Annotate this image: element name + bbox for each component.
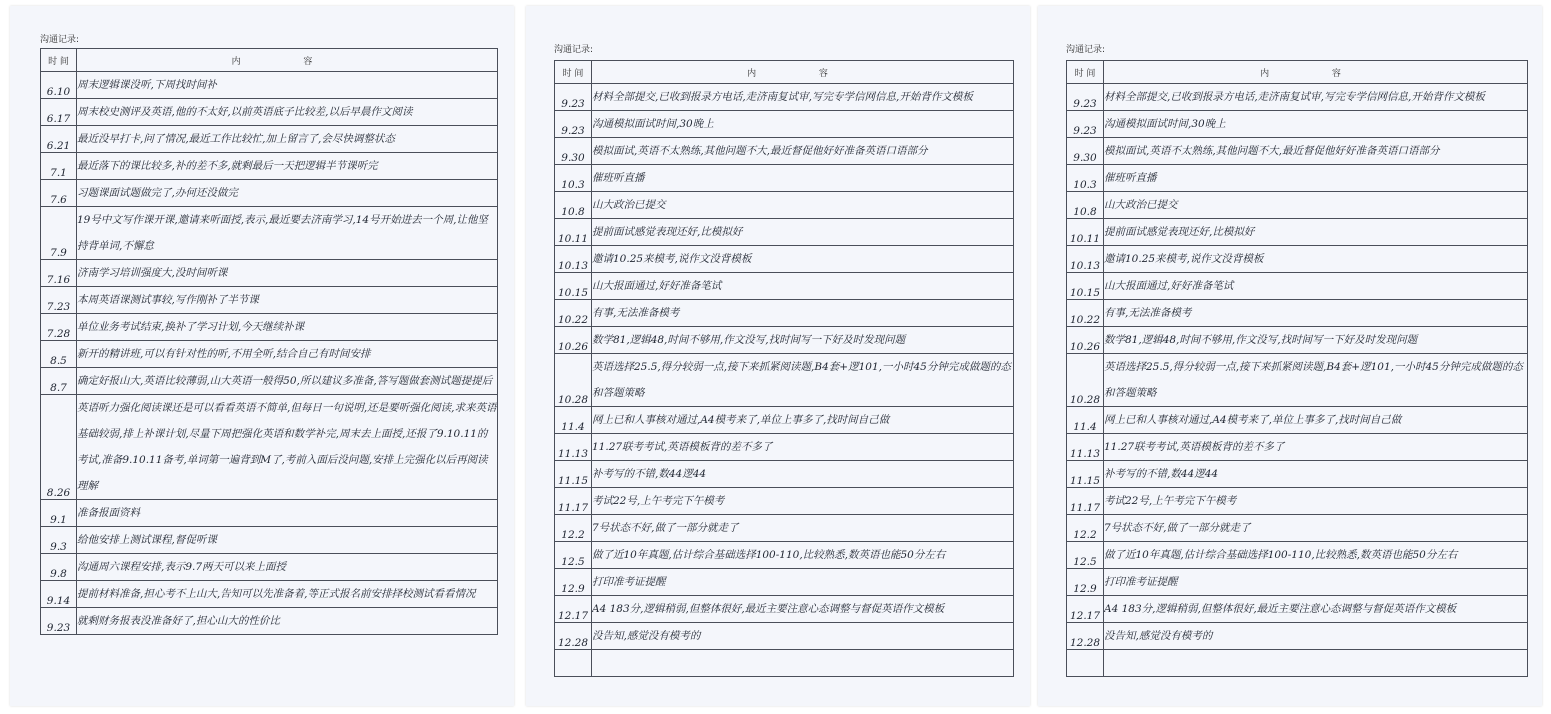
entry-note: 网上已和人事核对通过,A4模考来了,单位上事多了,找时间自己做 xyxy=(1104,407,1528,434)
entry-date: 12.9 xyxy=(1067,569,1104,596)
entry-note: 没告知,感觉没有模考的 xyxy=(592,623,1014,650)
entry-date: 7.6 xyxy=(41,180,77,207)
log-table-body xyxy=(41,72,498,635)
entry-note: 补考写的不错,数44逻44 xyxy=(592,461,1014,488)
entry-note: 山大报面通过,好好准备笔试 xyxy=(592,273,1014,300)
entry-note xyxy=(1104,650,1528,677)
entry-note: 英语听力强化阅读课还是可以看看英语不简单,但每日一句说明,还是要听强化阅读,求来英语基础较弱,排上补课计划,尽量下周把强化英语和数学补完,周末去上面授,还报了9.10.11的考试,准备9.10.11备考,单词第一遍背到M了,考前入面后没问题,安排上完强化以后再阅读理解 xyxy=(77,395,498,500)
entry-date: 11.17 xyxy=(555,488,592,515)
entry-note: 打印准考证提醒 xyxy=(1104,569,1528,596)
entry-date: 12.2 xyxy=(1067,515,1104,542)
table-row xyxy=(41,341,498,368)
entry-note xyxy=(592,650,1014,677)
table-row xyxy=(555,111,1014,138)
entry-date: 9.23 xyxy=(1067,84,1104,111)
table-row xyxy=(555,327,1014,354)
entry-note: 提前面试感觉表现还好,比模拟好 xyxy=(1104,219,1528,246)
entry-note: 补考写的不错,数44逻44 xyxy=(1104,461,1528,488)
entry-note: 提前面试感觉表现还好,比模拟好 xyxy=(592,219,1014,246)
entry-note: 材料全部提交,已收到报录方电话,走济南复试审,写完专学信网信息,开始背作文模板 xyxy=(592,84,1014,111)
entry-date: 7.1 xyxy=(41,153,77,180)
entry-note: 没告知,感觉没有模考的 xyxy=(1104,623,1528,650)
table-row xyxy=(41,500,498,527)
entry-date: 9.30 xyxy=(555,138,592,165)
table-row xyxy=(1067,165,1528,192)
entry-note: 催班听直播 xyxy=(1104,165,1528,192)
entry-date: 7.23 xyxy=(41,287,77,314)
entry-note: 做了近10年真题,估计综合基础选择100-110,比较熟悉,数英语也能50分左右 xyxy=(592,542,1014,569)
entry-date: 12.17 xyxy=(555,596,592,623)
entry-date: 11.4 xyxy=(1067,407,1104,434)
table-row xyxy=(41,608,498,635)
table-row xyxy=(1067,461,1528,488)
entry-date: 6.17 xyxy=(41,99,77,126)
table-header-row xyxy=(555,61,1014,84)
entry-note: 习题课面试题做完了,办何还没做完 xyxy=(77,180,498,207)
time-column-header: 时 间 xyxy=(41,49,77,72)
table-row xyxy=(41,99,498,126)
entry-date: 6.21 xyxy=(41,126,77,153)
table-row xyxy=(555,569,1014,596)
entry-note: 做了近10年真题,估计综合基础选择100-110,比较熟悉,数英语也能50分左右 xyxy=(1104,542,1528,569)
entry-date: 12.9 xyxy=(555,569,592,596)
page-heading: 沟通记录: xyxy=(40,35,80,45)
entry-note: 考试22号,上午考完下午模考 xyxy=(1104,488,1528,515)
entry-date: 9.1 xyxy=(41,500,77,527)
entry-date: 7.16 xyxy=(41,260,77,287)
table-row xyxy=(1067,84,1528,111)
log-page-3 xyxy=(1038,6,1542,706)
table-row xyxy=(41,260,498,287)
time-column-header: 时 间 xyxy=(1067,61,1104,84)
entry-note: 本周英语课测试事较,写作刚补了半节课 xyxy=(77,287,498,314)
time-column-header: 时 间 xyxy=(555,61,592,84)
entry-date: 9.3 xyxy=(41,527,77,554)
entry-note: 英语选择25.5,得分较弱一点,接下来抓紧阅读题,B4套+逻101,一小时45分钟完成做题的态和答题策略 xyxy=(592,354,1014,407)
entry-date: 12.2 xyxy=(555,515,592,542)
entry-note: 准备报面资料 xyxy=(77,500,498,527)
entry-date: 12.28 xyxy=(1067,623,1104,650)
table-row xyxy=(41,314,498,341)
entry-note: 周末逻辑课没听,下周找时间补 xyxy=(77,72,498,99)
entry-date: 10.11 xyxy=(555,219,592,246)
entry-note: 最近落下的课比较多,补的差不多,就剩最后一天把逻辑半节课听完 xyxy=(77,153,498,180)
entry-date: 8.5 xyxy=(41,341,77,368)
entry-note: 就剩财务报表没准备好了,担心山大的性价比 xyxy=(77,608,498,635)
entry-note: 山大政治已提交 xyxy=(592,192,1014,219)
entry-date: 9.23 xyxy=(41,608,77,635)
entry-date: 9.30 xyxy=(1067,138,1104,165)
entry-date: 10.8 xyxy=(555,192,592,219)
entry-date: 9.8 xyxy=(41,554,77,581)
table-row xyxy=(555,246,1014,273)
entry-date: 10.3 xyxy=(555,165,592,192)
entry-date: 10.22 xyxy=(555,300,592,327)
table-row xyxy=(41,368,498,395)
entry-note: 济南学习培训强度大,没时间听课 xyxy=(77,260,498,287)
table-row xyxy=(1067,515,1528,542)
table-row xyxy=(555,219,1014,246)
table-row xyxy=(555,488,1014,515)
table-row xyxy=(555,542,1014,569)
communication-log-table xyxy=(40,48,498,635)
log-table-body xyxy=(1067,84,1528,677)
table-row xyxy=(1067,650,1528,677)
page-heading: 沟通记录: xyxy=(1066,45,1106,55)
communication-log-table xyxy=(554,60,1014,677)
entry-note: 模拟面试,英语不太熟练,其他问题不大,最近督促他好好准备英语口语部分 xyxy=(1104,138,1528,165)
table-row xyxy=(1067,300,1528,327)
entry-note: 确定好报山大,英语比较薄弱,山大英语一般得50,所以建议多准备,答写题做套测试题提提后 xyxy=(77,368,498,395)
table-row xyxy=(1067,219,1528,246)
table-row xyxy=(555,165,1014,192)
table-row xyxy=(41,287,498,314)
entry-note: 邀请10.25来模考,说作文没背模板 xyxy=(1104,246,1528,273)
table-row xyxy=(1067,354,1528,407)
table-row xyxy=(1067,542,1528,569)
entry-note: 7号状态不好,做了一部分就走了 xyxy=(592,515,1014,542)
entry-note: 7号状态不好,做了一部分就走了 xyxy=(1104,515,1528,542)
entry-note: 邀请10.25来模考,说作文没背模板 xyxy=(592,246,1014,273)
table-row xyxy=(555,461,1014,488)
entry-note: A4 183分,逻辑稍弱,但整体很好,最近主要注意心态调整与督促英语作文模板 xyxy=(1104,596,1528,623)
log-page-1 xyxy=(10,6,514,706)
entry-note: 11.27联考考试,英语模板背的差不多了 xyxy=(592,434,1014,461)
table-row xyxy=(1067,327,1528,354)
entry-date: 11.15 xyxy=(555,461,592,488)
table-row xyxy=(555,300,1014,327)
entry-note: 数学81,逻辑48,时间不够用,作文没写,找时间写一下好及时发现问题 xyxy=(592,327,1014,354)
entry-date: 10.3 xyxy=(1067,165,1104,192)
table-row xyxy=(555,434,1014,461)
table-row xyxy=(1067,488,1528,515)
table-row xyxy=(1067,434,1528,461)
entry-note: 有事,无法准备模考 xyxy=(592,300,1014,327)
table-header-row xyxy=(41,49,498,72)
entry-note: 沟通周六课程安排,表示9.7两天可以来上面授 xyxy=(77,554,498,581)
content-column-header: 内 容 xyxy=(1104,61,1528,84)
entry-date: 9.14 xyxy=(41,581,77,608)
entry-date: 10.22 xyxy=(1067,300,1104,327)
entry-date: 11.4 xyxy=(555,407,592,434)
entry-note: 提前材料准备,担心考不上山大,告知可以先准备着,等正式报名前安排择校测试看看情况 xyxy=(77,581,498,608)
entry-date xyxy=(1067,650,1104,677)
entry-date: 11.13 xyxy=(1067,434,1104,461)
table-row xyxy=(41,126,498,153)
entry-note: 网上已和人事核对通过,A4模考来了,单位上事多了,找时间自己做 xyxy=(592,407,1014,434)
entry-note: 山大政治已提交 xyxy=(1104,192,1528,219)
entry-date: 12.5 xyxy=(555,542,592,569)
table-row xyxy=(555,354,1014,407)
table-row xyxy=(1067,596,1528,623)
table-row xyxy=(1067,138,1528,165)
table-row xyxy=(41,554,498,581)
table-row xyxy=(555,192,1014,219)
entry-date: 9.23 xyxy=(1067,111,1104,138)
entry-note: 打印准考证提醒 xyxy=(592,569,1014,596)
entry-date: 8.26 xyxy=(41,395,77,500)
table-row xyxy=(1067,273,1528,300)
entry-date: 9.23 xyxy=(555,84,592,111)
table-row xyxy=(41,153,498,180)
communication-log-table xyxy=(1066,60,1528,677)
entry-date: 11.13 xyxy=(555,434,592,461)
table-row xyxy=(555,596,1014,623)
table-row xyxy=(1067,407,1528,434)
table-row xyxy=(1067,111,1528,138)
entry-note: 数学81,逻辑48,时间不够用,作文没写,找时间写一下好及时发现问题 xyxy=(1104,327,1528,354)
entry-date: 9.23 xyxy=(555,111,592,138)
entry-note: 材料全部提交,已收到报录方电话,走济南复试审,写完专学信网信息,开始背作文模板 xyxy=(1104,84,1528,111)
entry-date: 10.15 xyxy=(1067,273,1104,300)
table-row xyxy=(41,72,498,99)
content-column-header: 内 容 xyxy=(592,61,1014,84)
table-row xyxy=(555,273,1014,300)
table-row xyxy=(555,84,1014,111)
entry-date: 10.26 xyxy=(555,327,592,354)
entry-date: 10.28 xyxy=(1067,354,1104,407)
entry-note: 单位业务考试结束,换补了学习计划,今天继续补课 xyxy=(77,314,498,341)
entry-note: A4 183分,逻辑稍弱,但整体很好,最近主要注意心态调整与督促英语作文模板 xyxy=(592,596,1014,623)
entry-note: 周末校史测评及英语,他的不太好,以前英语底子比较差,以后早晨作文阅读 xyxy=(77,99,498,126)
entry-note: 沟通模拟面试时间,30晚上 xyxy=(592,111,1014,138)
content-column-header: 内 容 xyxy=(77,49,498,72)
entry-note: 考试22号,上午考完下午模考 xyxy=(592,488,1014,515)
entry-note: 模拟面试,英语不太熟练,其他问题不大,最近督促他好好准备英语口语部分 xyxy=(592,138,1014,165)
log-table-body xyxy=(555,84,1014,677)
table-row xyxy=(41,395,498,500)
entry-date: 10.13 xyxy=(555,246,592,273)
entry-note: 给他安排上测试课程,督促听课 xyxy=(77,527,498,554)
entry-date: 12.5 xyxy=(1067,542,1104,569)
entry-note: 新开的精讲班,可以有针对性的听,不用全听,结合自己有时间安排 xyxy=(77,341,498,368)
table-row xyxy=(1067,569,1528,596)
entry-date: 7.28 xyxy=(41,314,77,341)
entry-note: 最近没早打卡,问了情况,最近工作比较忙,加上留言了,会尽快调整状态 xyxy=(77,126,498,153)
entry-note: 11.27联考考试,英语模板背的差不多了 xyxy=(1104,434,1528,461)
entry-date: 11.17 xyxy=(1067,488,1104,515)
entry-date: 10.13 xyxy=(1067,246,1104,273)
entry-date: 10.15 xyxy=(555,273,592,300)
table-row xyxy=(555,515,1014,542)
page-heading: 沟通记录: xyxy=(554,45,594,55)
entry-date: 8.7 xyxy=(41,368,77,395)
entry-note: 山大报面通过,好好准备笔试 xyxy=(1104,273,1528,300)
entry-note: 沟通模拟面试时间,30晚上 xyxy=(1104,111,1528,138)
entry-date: 6.10 xyxy=(41,72,77,99)
entry-date: 10.26 xyxy=(1067,327,1104,354)
entry-date: 12.17 xyxy=(1067,596,1104,623)
entry-date xyxy=(555,650,592,677)
table-row xyxy=(1067,246,1528,273)
table-row xyxy=(555,407,1014,434)
table-header-row xyxy=(1067,61,1528,84)
table-row xyxy=(41,527,498,554)
table-row xyxy=(555,138,1014,165)
entry-date: 10.28 xyxy=(555,354,592,407)
entry-note: 有事,无法准备模考 xyxy=(1104,300,1528,327)
entry-note: 催班听直播 xyxy=(592,165,1014,192)
table-row xyxy=(555,623,1014,650)
entry-date: 11.15 xyxy=(1067,461,1104,488)
table-row xyxy=(41,207,498,260)
table-row xyxy=(1067,623,1528,650)
entry-note: 英语选择25.5,得分较弱一点,接下来抓紧阅读题,B4套+逻101,一小时45分钟完成做题的态和答题策略 xyxy=(1104,354,1528,407)
entry-date: 10.8 xyxy=(1067,192,1104,219)
table-row xyxy=(41,180,498,207)
entry-date: 12.28 xyxy=(555,623,592,650)
entry-note: 19号中文写作课开课,邀请来听面授,表示,最近要去济南学习,14号开始进去一个周,让他坚持背单词,不懈怠 xyxy=(77,207,498,260)
table-row xyxy=(1067,192,1528,219)
entry-date: 10.11 xyxy=(1067,219,1104,246)
log-page-2 xyxy=(526,6,1030,706)
entry-date: 7.9 xyxy=(41,207,77,260)
table-row xyxy=(555,650,1014,677)
table-row xyxy=(41,581,498,608)
